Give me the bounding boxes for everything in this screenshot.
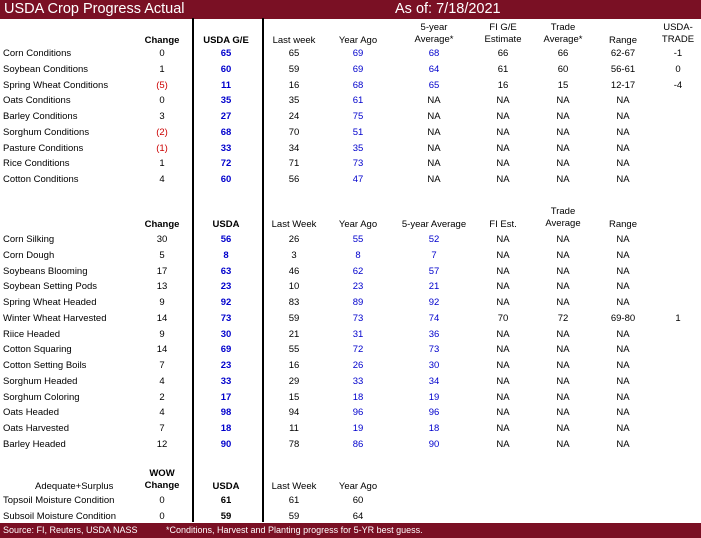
header-usda-ge: USDA G/E xyxy=(203,35,249,46)
last-week-value: 24 xyxy=(288,111,300,122)
last-week-value: 61 xyxy=(288,495,300,506)
fi-estimate-value: NA xyxy=(496,360,510,371)
usda-value: 72 xyxy=(220,158,232,169)
trade-average-value: NA xyxy=(556,158,570,169)
range-value: NA xyxy=(616,297,630,308)
change-value: 0 xyxy=(159,48,165,59)
year-ago-value: 72 xyxy=(352,344,364,355)
last-week-value: 65 xyxy=(288,48,300,59)
avg5-value: 21 xyxy=(428,281,440,292)
row-label: Sorghum Conditions xyxy=(3,127,90,138)
usda-value: 30 xyxy=(220,329,232,340)
report-title: USDA Crop Progress Actual xyxy=(4,1,185,17)
row-label: Topsoil Moisture Condition xyxy=(3,495,115,506)
usda-value: 92 xyxy=(220,297,232,308)
range-value: NA xyxy=(616,360,630,371)
fi-estimate-value: NA xyxy=(496,407,510,418)
trade-average-value: NA xyxy=(556,174,570,185)
avg5-value: 90 xyxy=(428,439,440,450)
avg5-value: 19 xyxy=(428,392,440,403)
range-value: NA xyxy=(616,344,630,355)
change-value: 0 xyxy=(159,511,165,522)
last-week-value: 21 xyxy=(288,329,300,340)
row-label: Cotton Conditions xyxy=(3,174,79,185)
range-value: 62-67 xyxy=(610,48,636,59)
year-ago-value: 75 xyxy=(352,111,364,122)
fi-estimate-value: NA xyxy=(496,297,510,308)
row-label: Cotton Setting Boils xyxy=(3,360,87,371)
fi-estimate-value: NA xyxy=(496,439,510,450)
last-week-value: 26 xyxy=(288,234,300,245)
fi-estimate-value: NA xyxy=(496,281,510,292)
header-usda-3: USDA xyxy=(212,481,240,492)
header-change: Change xyxy=(144,35,180,46)
range-value: NA xyxy=(616,250,630,261)
row-label: Rice Conditions xyxy=(3,158,70,169)
fi-estimate-value: NA xyxy=(496,111,510,122)
row-label: Subsoil Moisture Condition xyxy=(3,511,117,522)
usda-value: 90 xyxy=(220,439,232,450)
year-ago-value: 31 xyxy=(352,329,364,340)
fi-estimate-value: NA xyxy=(496,392,510,403)
header-wow-change: WOW xyxy=(149,468,175,479)
year-ago-value: 35 xyxy=(352,143,364,154)
fi-estimate-value: NA xyxy=(496,234,510,245)
change-value: 7 xyxy=(159,423,165,434)
range-value: NA xyxy=(616,95,630,106)
change-value: 12 xyxy=(156,439,168,450)
range-value: NA xyxy=(616,127,630,138)
header-trade-average: Trade xyxy=(550,22,576,33)
avg5-value: 73 xyxy=(428,344,440,355)
year-ago-value: 96 xyxy=(352,407,364,418)
trade-average-value: NA xyxy=(556,111,570,122)
year-ago-value: 69 xyxy=(352,64,364,75)
footer-source: Source: FI, Reuters, USDA NASS xyxy=(3,525,138,535)
range-value: NA xyxy=(616,407,630,418)
usda-value: 11 xyxy=(220,80,232,91)
year-ago-value: 69 xyxy=(352,48,364,59)
header-adequate-surplus: Adequate+Surplus xyxy=(35,481,114,492)
header-trade-average-2: Average xyxy=(545,218,581,229)
trade-average-value: NA xyxy=(556,329,570,340)
trade-average-value: NA xyxy=(556,281,570,292)
row-label: Oats Harvested xyxy=(3,423,69,434)
change-value: 1 xyxy=(159,158,165,169)
change-value: (5) xyxy=(156,80,168,91)
usda-value: 35 xyxy=(220,95,232,106)
year-ago-value: 64 xyxy=(352,511,364,522)
year-ago-value: 51 xyxy=(352,127,364,138)
usda-value: 63 xyxy=(220,266,232,277)
trade-average-value: NA xyxy=(556,439,570,450)
last-week-value: 71 xyxy=(288,158,300,169)
trade-average-value: NA xyxy=(556,250,570,261)
change-value: 0 xyxy=(159,95,165,106)
fi-estimate-value: NA xyxy=(496,127,510,138)
row-label: Corn Silking xyxy=(3,234,55,245)
last-week-value: 55 xyxy=(288,344,300,355)
avg5-value: 92 xyxy=(428,297,440,308)
range-value: 12-17 xyxy=(610,80,636,91)
year-ago-value: 68 xyxy=(352,80,364,91)
fi-estimate-value: NA xyxy=(496,376,510,387)
change-value: (2) xyxy=(156,127,168,138)
range-value: NA xyxy=(616,281,630,292)
range-value: NA xyxy=(616,143,630,154)
trade-average-value: 60 xyxy=(557,64,569,75)
change-value: 0 xyxy=(159,495,165,506)
row-label: Soybean Setting Pods xyxy=(3,281,98,292)
trade-average-value: NA xyxy=(556,407,570,418)
avg5-value: NA xyxy=(427,158,441,169)
last-week-value: 29 xyxy=(288,376,300,387)
year-ago-value: 23 xyxy=(352,281,364,292)
change-value: 9 xyxy=(159,329,165,340)
range-value: NA xyxy=(616,158,630,169)
change-value: 2 xyxy=(159,392,165,403)
year-ago-value: 89 xyxy=(352,297,364,308)
range-value: 69-80 xyxy=(610,313,636,324)
change-value: 14 xyxy=(156,344,168,355)
header-fi-est-2: FI Est. xyxy=(489,219,517,230)
last-week-value: 70 xyxy=(288,127,300,138)
row-label: Soybeans Blooming xyxy=(3,266,88,277)
header-usda-trade: TRADE xyxy=(661,34,695,45)
range-value: NA xyxy=(616,234,630,245)
change-value: 3 xyxy=(159,111,165,122)
fi-estimate-value: NA xyxy=(496,423,510,434)
change-value: 5 xyxy=(159,250,165,261)
avg5-value: 96 xyxy=(428,407,440,418)
year-ago-value: 18 xyxy=(352,392,364,403)
range-value: NA xyxy=(616,111,630,122)
row-label: Soybean Conditions xyxy=(3,64,89,75)
avg5-value: 34 xyxy=(428,376,440,387)
usda-trade-diff: 0 xyxy=(675,64,681,75)
header-fi-estimate: FI G/E xyxy=(489,22,517,33)
avg5-value: 74 xyxy=(428,313,440,324)
footer-note: *Conditions, Harvest and Planting progress for 5-YR best guess. xyxy=(166,525,423,535)
avg5-value: 68 xyxy=(428,48,440,59)
last-week-value: 94 xyxy=(288,407,300,418)
change-value: 30 xyxy=(156,234,168,245)
range-value: NA xyxy=(616,266,630,277)
row-label: Spring Wheat Conditions xyxy=(3,80,109,91)
avg5-value: 18 xyxy=(428,423,440,434)
trade-average-value: 72 xyxy=(557,313,569,324)
fi-estimate-value: NA xyxy=(496,158,510,169)
header-5yr-average-2: 5-year Average xyxy=(401,219,467,230)
usda-value: 23 xyxy=(220,281,232,292)
header-change-2: Change xyxy=(144,219,180,230)
trade-average-value: NA xyxy=(556,266,570,277)
header-last-week-3: Last Week xyxy=(271,481,317,492)
usda-value: 65 xyxy=(220,48,232,59)
row-label: Sorghum Headed xyxy=(3,376,78,387)
last-week-value: 34 xyxy=(288,143,300,154)
trade-average-value: NA xyxy=(556,344,570,355)
header-year-ago-2: Year Ago xyxy=(338,219,378,230)
last-week-value: 59 xyxy=(288,313,300,324)
last-week-value: 59 xyxy=(288,511,300,522)
usda-value: 23 xyxy=(220,360,232,371)
last-week-value: 59 xyxy=(288,64,300,75)
last-week-value: 83 xyxy=(288,297,300,308)
avg5-value: 57 xyxy=(428,266,440,277)
header-usda-trade: USDA- xyxy=(663,22,693,33)
usda-trade-diff: -4 xyxy=(673,80,683,91)
fi-estimate-value: NA xyxy=(496,329,510,340)
year-ago-value: 33 xyxy=(352,376,364,387)
header-last-week-2: Last Week xyxy=(271,219,317,230)
trade-average-value: NA xyxy=(556,297,570,308)
fi-estimate-value: 16 xyxy=(497,80,509,91)
avg5-value: 7 xyxy=(431,250,437,261)
year-ago-value: 47 xyxy=(352,174,364,185)
trade-average-value: NA xyxy=(556,392,570,403)
avg5-value: NA xyxy=(427,143,441,154)
fi-estimate-value: NA xyxy=(496,266,510,277)
row-label: Barley Conditions xyxy=(3,111,78,122)
header-year-ago-3: Year Ago xyxy=(338,481,378,492)
usda-value: 33 xyxy=(220,143,232,154)
usda-value: 59 xyxy=(220,511,232,522)
fi-estimate-value: NA xyxy=(496,143,510,154)
fi-estimate-value: NA xyxy=(496,95,510,106)
row-label: Cotton Squaring xyxy=(3,344,72,355)
range-value: NA xyxy=(616,439,630,450)
trade-average-value: NA xyxy=(556,234,570,245)
year-ago-value: 8 xyxy=(355,250,361,261)
usda-value: 60 xyxy=(220,174,232,185)
usda-value: 8 xyxy=(223,250,229,261)
header-range-2: Range xyxy=(609,219,637,230)
change-value: 1 xyxy=(159,64,165,75)
row-label: Oats Conditions xyxy=(3,95,71,106)
usda-value: 27 xyxy=(220,111,232,122)
usda-value: 68 xyxy=(220,127,232,138)
year-ago-value: 60 xyxy=(352,495,364,506)
last-week-value: 78 xyxy=(288,439,300,450)
avg5-value: 36 xyxy=(428,329,440,340)
trade-average-value: NA xyxy=(556,376,570,387)
usda-value: 17 xyxy=(220,392,232,403)
usda-trade-diff: -1 xyxy=(673,48,683,59)
header-usda-2: USDA xyxy=(212,219,240,230)
fi-estimate-value: NA xyxy=(496,250,510,261)
last-week-value: 46 xyxy=(288,266,300,277)
fi-estimate-value: NA xyxy=(496,174,510,185)
trade-average-value: 66 xyxy=(557,48,569,59)
trade-average-value: NA xyxy=(556,423,570,434)
avg5-value: 30 xyxy=(428,360,440,371)
change-value: 14 xyxy=(156,313,168,324)
avg5-value: NA xyxy=(427,127,441,138)
row-label: Riice Headed xyxy=(3,329,61,340)
usda-trade-diff: 1 xyxy=(675,313,681,324)
year-ago-value: 73 xyxy=(352,158,364,169)
usda-value: 73 xyxy=(220,313,232,324)
trade-average-value: NA xyxy=(556,360,570,371)
footer-bar xyxy=(0,523,701,538)
header-last-week: Last week xyxy=(272,35,316,46)
year-ago-value: 73 xyxy=(352,313,364,324)
year-ago-value: 19 xyxy=(352,423,364,434)
header-year-ago: Year Ago xyxy=(338,35,378,46)
year-ago-value: 55 xyxy=(352,234,364,245)
year-ago-value: 26 xyxy=(352,360,364,371)
change-value: 17 xyxy=(156,266,168,277)
usda-value: 98 xyxy=(220,407,232,418)
avg5-value: NA xyxy=(427,174,441,185)
row-label: Corn Conditions xyxy=(3,48,72,59)
row-label: Corn Dough xyxy=(3,250,55,261)
usda-value: 18 xyxy=(220,423,232,434)
header-5yr-average: 5-year xyxy=(420,22,448,33)
avg5-value: NA xyxy=(427,111,441,122)
last-week-value: 56 xyxy=(288,174,300,185)
row-label: Barley Headed xyxy=(3,439,66,450)
range-value: NA xyxy=(616,423,630,434)
header-trade-average-2: Trade xyxy=(550,206,576,217)
avg5-value: 64 xyxy=(428,64,440,75)
header-wow-change: Change xyxy=(144,480,180,491)
change-value: 7 xyxy=(159,360,165,371)
last-week-value: 10 xyxy=(288,281,300,292)
usda-value: 69 xyxy=(220,344,232,355)
range-value: NA xyxy=(616,392,630,403)
change-value: 4 xyxy=(159,376,165,387)
header-trade-average: Average* xyxy=(543,34,583,45)
last-week-value: 16 xyxy=(288,360,300,371)
last-week-value: 16 xyxy=(288,80,300,91)
last-week-value: 11 xyxy=(289,423,299,434)
usda-value: 33 xyxy=(220,376,232,387)
row-label: Winter Wheat Harvested xyxy=(3,313,107,324)
row-label: Spring Wheat Headed xyxy=(3,297,97,308)
change-value: 4 xyxy=(159,174,165,185)
change-value: (1) xyxy=(156,143,168,154)
fi-estimate-value: 70 xyxy=(497,313,509,324)
fi-estimate-value: 61 xyxy=(497,64,509,75)
title-bar xyxy=(0,0,701,19)
last-week-value: 3 xyxy=(291,250,297,261)
change-value: 9 xyxy=(159,297,165,308)
fi-estimate-value: 66 xyxy=(497,48,509,59)
header-5yr-average: Average* xyxy=(414,34,454,45)
change-value: 4 xyxy=(159,407,165,418)
last-week-value: 15 xyxy=(288,392,300,403)
usda-value: 60 xyxy=(220,64,232,75)
range-value: NA xyxy=(616,376,630,387)
avg5-value: 65 xyxy=(428,80,440,91)
range-value: NA xyxy=(616,329,630,340)
last-week-value: 35 xyxy=(288,95,300,106)
avg5-value: 52 xyxy=(428,234,440,245)
row-label: Sorghum Coloring xyxy=(3,392,80,403)
trade-average-value: NA xyxy=(556,127,570,138)
usda-value: 61 xyxy=(220,495,232,506)
year-ago-value: 86 xyxy=(352,439,364,450)
row-label: Oats Headed xyxy=(3,407,59,418)
trade-average-value: 15 xyxy=(557,80,569,91)
avg5-value: NA xyxy=(427,95,441,106)
as-of-date: As of: 7/18/2021 xyxy=(395,1,501,17)
header-fi-estimate: Estimate xyxy=(484,34,522,45)
usda-value: 56 xyxy=(220,234,232,245)
fi-estimate-value: NA xyxy=(496,344,510,355)
year-ago-value: 61 xyxy=(352,95,364,106)
header-range: Range xyxy=(609,35,637,46)
row-label: Pasture Conditions xyxy=(3,143,84,154)
change-value: 13 xyxy=(156,281,168,292)
year-ago-value: 62 xyxy=(352,266,364,277)
trade-average-value: NA xyxy=(556,95,570,106)
range-value: 56-61 xyxy=(610,64,636,75)
trade-average-value: NA xyxy=(556,143,570,154)
range-value: NA xyxy=(616,174,630,185)
